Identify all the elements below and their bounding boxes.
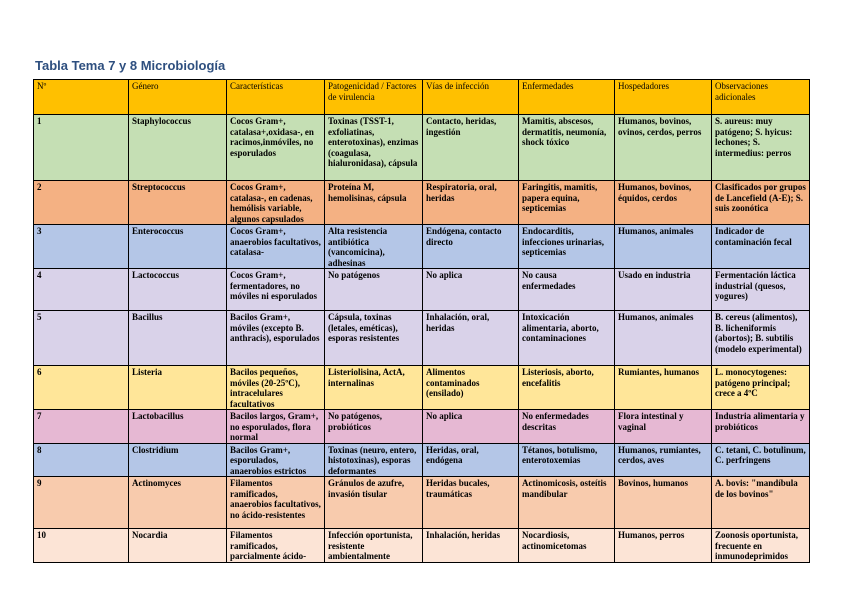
hosts-cell: Flora intestinal y vaginal <box>615 410 712 444</box>
infection-route-cell: Inhalación, heridas <box>423 529 519 563</box>
table-row <box>34 366 810 410</box>
genus-cell: Listeria <box>129 366 227 410</box>
number-cell: 5 <box>34 311 129 366</box>
virulence-cell: Infección oportunista, resistente ambientalmente <box>325 529 423 563</box>
table-row <box>34 410 810 444</box>
characteristics-cell: Filamentos ramificados, parcialmente ácido- <box>227 529 325 563</box>
infection-route-cell: Alimentos contaminados (ensilado) <box>423 366 519 410</box>
notes-cell: S. aureus: muy patógeno; S. hyicus: lechones; S. intermedius: perros <box>712 115 810 181</box>
infection-route-cell: Endógena, contacto directo <box>423 225 519 269</box>
virulence-cell: No patógenos <box>325 269 423 311</box>
characteristics-cell: Filamentos ramificados, anaerobios facultativos, no ácido-resistentes <box>227 477 325 529</box>
virulence-cell: Gránulos de azufre, invasión tisular <box>325 477 423 529</box>
diseases-cell: Actinomicosis, osteítis mandibular <box>519 477 615 529</box>
table-row <box>34 115 810 181</box>
number-cell: 3 <box>34 225 129 269</box>
hosts-cell: Humanos, animales <box>615 311 712 366</box>
diseases-cell: Nocardiosis, actinomicetomas <box>519 529 615 563</box>
number-cell: 8 <box>34 443 129 477</box>
diseases-cell: No enfermedades descritas <box>519 410 615 444</box>
infection-route-cell: Inhalación, oral, heridas <box>423 311 519 366</box>
table-row <box>34 443 810 477</box>
table-row <box>34 529 810 563</box>
header-cell: Nº <box>34 80 129 115</box>
characteristics-cell: Bacilos Gram+, móviles (excepto B. anthracis), esporulados <box>227 311 325 366</box>
header-cell: Patogenicidad / Factores de virulencia <box>325 80 423 115</box>
diseases-cell: Endocarditis, infecciones urinarias, septicemias <box>519 225 615 269</box>
hosts-cell: Humanos, animales <box>615 225 712 269</box>
virulence-cell: Alta resistencia antibiótica (vancomicina), adhesinas <box>325 225 423 269</box>
notes-cell: Zoonosis oportunista, frecuente en inmunodeprimidos <box>712 529 810 563</box>
infection-route-cell: No aplica <box>423 410 519 444</box>
notes-cell: A. bovis: "mandíbula de los bovinos" <box>712 477 810 529</box>
header-cell: Observaciones adicionales <box>712 80 810 115</box>
notes-cell: Fermentación láctica industrial (quesos, yogures) <box>712 269 810 311</box>
table-row <box>34 477 810 529</box>
number-cell: 4 <box>34 269 129 311</box>
header-cell: Características <box>227 80 325 115</box>
hosts-cell: Bovinos, humanos <box>615 477 712 529</box>
characteristics-cell: Bacilos pequeños, móviles (20-25ºC), intracelulares facultativos <box>227 366 325 410</box>
hosts-cell: Humanos, perros <box>615 529 712 563</box>
number-cell: 7 <box>34 410 129 444</box>
characteristics-cell: Bacilos Gram+, esporulados, anaerobios estrictos <box>227 443 325 477</box>
hosts-cell: Usado en industria <box>615 269 712 311</box>
number-cell: 2 <box>34 181 129 225</box>
number-cell: 1 <box>34 115 129 181</box>
genus-cell: Clostridium <box>129 443 227 477</box>
genus-cell: Enterococcus <box>129 225 227 269</box>
number-cell: 10 <box>34 529 129 563</box>
genus-cell: Bacillus <box>129 311 227 366</box>
header-cell: Género <box>129 80 227 115</box>
document-title: Tabla Tema 7 y 8 Microbiología <box>35 58 226 73</box>
hosts-cell: Humanos, rumiantes, cerdos, aves <box>615 443 712 477</box>
notes-cell: B. cereus (alimentos), B. licheniformis (abortos); B. subtilis (modelo experimental) <box>712 311 810 366</box>
table-row <box>34 181 810 225</box>
diseases-cell: Intoxicación alimentaria, aborto, contaminaciones <box>519 311 615 366</box>
genus-cell: Nocardia <box>129 529 227 563</box>
characteristics-cell: Cocos Gram+, anaerobios facultativos, catalasa- <box>227 225 325 269</box>
diseases-cell: Listeriosis, aborto, encefalitis <box>519 366 615 410</box>
diseases-cell: Mamitis, abscesos, dermatitis, neumonía, shock tóxico <box>519 115 615 181</box>
infection-route-cell: No aplica <box>423 269 519 311</box>
header-cell: Enfermedades <box>519 80 615 115</box>
header-cell: Vías de infección <box>423 80 519 115</box>
virulence-cell: No patógenos, probióticos <box>325 410 423 444</box>
virulence-cell: Listeriolisina, ActA, internalinas <box>325 366 423 410</box>
infection-route-cell: Heridas bucales, traumáticas <box>423 477 519 529</box>
notes-cell: Industria alimentaria y probióticos <box>712 410 810 444</box>
notes-cell: C. tetani, C. botulinum, C. perfringens <box>712 443 810 477</box>
header-row <box>34 80 810 115</box>
virulence-cell: Toxinas (neuro, entero, histotoxinas), esporas deformantes <box>325 443 423 477</box>
characteristics-cell: Cocos Gram+, catalasa+,oxidasa-, en racimos,inmóviles, no esporulados <box>227 115 325 181</box>
hosts-cell: Humanos, bovinos, ovinos, cerdos, perros <box>615 115 712 181</box>
virulence-cell: Toxinas (TSST-1, exfoliatinas, enterotoxinas), enzimas (coagulasa, hialuronidasa), cápsula <box>325 115 423 181</box>
characteristics-cell: Bacilos largos, Gram+, no esporulados, flora normal <box>227 410 325 444</box>
table-row <box>34 225 810 269</box>
diseases-cell: Faringitis, mamitis, papera equina, septicemias <box>519 181 615 225</box>
number-cell: 6 <box>34 366 129 410</box>
virulence-cell: Proteína M, hemolisinas, cápsula <box>325 181 423 225</box>
genus-cell: Actinomyces <box>129 477 227 529</box>
characteristics-cell: Cocos Gram+, catalasa-, en cadenas, hemólisis variable, algunos capsulados <box>227 181 325 225</box>
microbiology-table <box>33 79 810 563</box>
table-row <box>34 269 810 311</box>
hosts-cell: Humanos, bovinos, équidos, cerdos <box>615 181 712 225</box>
infection-route-cell: Respiratoria, oral, heridas <box>423 181 519 225</box>
genus-cell: Streptococcus <box>129 181 227 225</box>
hosts-cell: Rumiantes, humanos <box>615 366 712 410</box>
virulence-cell: Cápsula, toxinas (letales, eméticas), esporas resistentes <box>325 311 423 366</box>
table-row <box>34 311 810 366</box>
notes-cell: L. monocytogenes: patógeno principal; crece a 4ºC <box>712 366 810 410</box>
genus-cell: Staphylococcus <box>129 115 227 181</box>
genus-cell: Lactococcus <box>129 269 227 311</box>
characteristics-cell: Cocos Gram+, fermentadores, no móviles ni esporulados <box>227 269 325 311</box>
number-cell: 9 <box>34 477 129 529</box>
diseases-cell: Tétanos, botulismo, enterotoxemias <box>519 443 615 477</box>
infection-route-cell: Heridas, oral, endógena <box>423 443 519 477</box>
infection-route-cell: Contacto, heridas, ingestión <box>423 115 519 181</box>
diseases-cell: No causa enfermedades <box>519 269 615 311</box>
notes-cell: Clasificados por grupos de Lancefield (A-E); S. suis zoonótica <box>712 181 810 225</box>
genus-cell: Lactobacillus <box>129 410 227 444</box>
header-cell: Hospedadores <box>615 80 712 115</box>
notes-cell: Indicador de contaminación fecal <box>712 225 810 269</box>
